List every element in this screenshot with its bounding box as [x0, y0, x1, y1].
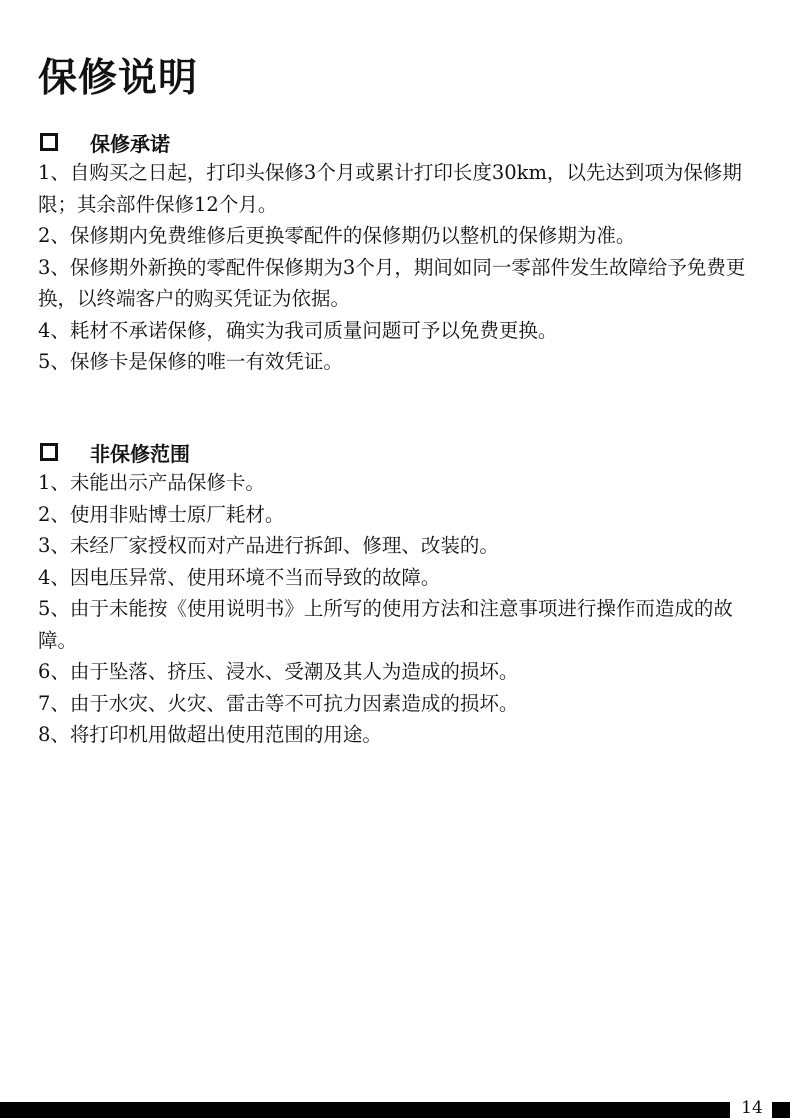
page-footer [0, 1100, 790, 1118]
list-item: 8、将打印机用做超出使用范围的用途。 [38, 723, 382, 746]
page-title: 保修说明 [38, 56, 199, 101]
list-item: 1、未能出示产品保修卡。 [38, 471, 265, 494]
list-item: 5、由于未能按《使用说明书》上所写的使用方法和注意事项进行操作而造成的故障。 [38, 597, 733, 652]
list-item: 5、保修卡是保修的唯一有效凭证。 [38, 350, 343, 373]
list-item: 4、耗材不承诺保修，确实为我司质量问题可予以免费更换。 [38, 318, 558, 342]
list-item: 2、保修期内免费维修后更换零配件的保修期仍以整机的保修期为准。 [38, 224, 636, 247]
list-item: 3、未经厂家授权而对产品进行拆卸、修理、改装的。 [38, 534, 499, 557]
footer-bar [0, 1102, 730, 1118]
list-item: 7、由于水灾、火灾、雷击等不可抗力因素造成的损坏。 [38, 691, 519, 715]
list-item: 2、使用非贴博士原厂耗材。 [38, 502, 285, 526]
list-item: 3、保修期外新换的零配件保修期为3个月，期间如同一零部件发生故障给予免费更换，以终端客户的购买凭证为依据。 [38, 255, 746, 310]
section-heading [38, 127, 758, 157]
section-heading [38, 437, 758, 467]
page-number: 14 [741, 1098, 763, 1118]
footer-bar [772, 1102, 790, 1118]
list-item: 1、自购买之日起，打印头保修3个月或累计打印长度30km，以先达到项为保修期限；其余部件保修12个月。 [38, 161, 742, 216]
list-item: 6、由于坠落、挤压、浸水、受潮及其人为造成的损坏。 [38, 660, 519, 683]
section-heading-label: 非保修范围 [90, 441, 190, 466]
checkbox-square-icon [40, 443, 58, 461]
checkbox-square-icon [40, 133, 58, 151]
section-non-warranty-scope [38, 437, 758, 751]
section-heading-label: 保修承诺 [90, 131, 170, 156]
list-item: 4、因电压异常、使用环境不当而导致的故障。 [38, 565, 441, 589]
section-warranty-commitment [38, 127, 758, 378]
